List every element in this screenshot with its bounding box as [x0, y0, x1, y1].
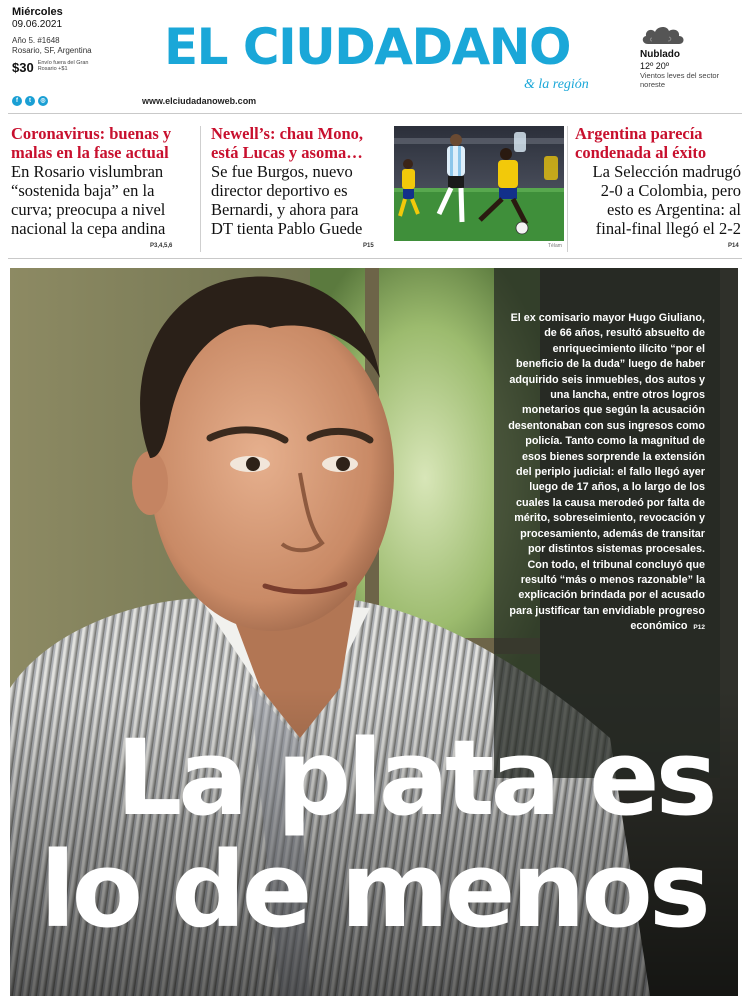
teaser-newells[interactable]	[211, 124, 383, 249]
weather-wind: Vientos leves del sector noreste	[640, 71, 720, 89]
teaser-kicker: Argentina parecía condenada al éxito	[575, 124, 707, 162]
weather-widget	[640, 24, 744, 89]
photo-credit: Télam	[548, 243, 562, 249]
edition-date: 09.06.2021	[12, 19, 63, 30]
section-divider	[8, 258, 742, 259]
edition-issue: Año 5. #1648	[12, 36, 60, 45]
twitter-icon[interactable]: t	[25, 96, 35, 106]
newspaper-logo[interactable]	[132, 14, 602, 80]
teaser-seleccion[interactable]	[575, 124, 741, 249]
masthead	[0, 0, 750, 120]
main-headline[interactable]	[40, 717, 740, 951]
logo-tagline: & la región	[524, 77, 589, 92]
teaser-body: En Rosario vislumbran “sostenida baja” en la curva; preocupa a nivel nacional la cepa andina	[11, 162, 166, 238]
teaser-page-ref: P14	[728, 243, 739, 249]
price-block	[12, 60, 112, 75]
logo-text: EL CIUDADANO	[163, 18, 571, 76]
teaser-page-ref: P3,4,5,6	[150, 243, 173, 249]
weather-condition: Nublado	[640, 49, 680, 60]
social-links	[12, 96, 48, 106]
teaser-body: La Selección madrugó 2-0 a Colombia, pero esto es Argentina: al final-final llegó el 2-2	[592, 162, 741, 238]
lead-text: El ex comisario mayor Hugo Giuliano, de 66 años, resultó absuelto de enriquecimiento ilícito “por el beneficio de la duda” luego de haber adquirido seis inmuebles, dos autos y una lancha, entre otros logros monetarios que según la acusación desentonaban con sus ingresos como policía. Tanto como la magnitud de esos bienes sorprende la extensión del periplo judicial: el fallo llegó ayer luego de 17 años, a lo largo de los cuales la causa merodeó por falta de mérito, sobreseimiento, revocación y procesamiento, además de transitar por distintos sistemas procesales. Con todo, el tribunal concluyó que resultó “más o menos razonable” la explicación brindada por el acusado para justificar tan envidiable progreso económico	[508, 312, 705, 633]
edition-day: Miércoles	[12, 6, 63, 18]
cover-price: $30	[12, 60, 34, 75]
price-note: Envío fuera del Gran Rosario +$1	[37, 60, 89, 72]
teaser-page-ref: P15	[363, 243, 374, 249]
instagram-icon[interactable]: ◎	[38, 96, 48, 106]
header-divider	[8, 113, 742, 114]
teaser-kicker: Newell’s: chau Mono, está Lucas y asoma…	[211, 124, 363, 162]
teaser-kicker: Coronavirus: buenas y malas en la fase actual	[11, 124, 172, 162]
edition-place: Rosario, SF, Argentina	[12, 46, 92, 55]
headline-line-2: lo de menos	[40, 829, 707, 951]
edition-info	[12, 6, 112, 75]
weather-temps: 12º 20º	[640, 61, 670, 71]
teaser-body: Se fue Burgos, nuevo director deportivo es Bernardi, y ahora para DT tienta Pablo Guede	[211, 162, 363, 238]
column-divider	[567, 126, 568, 252]
lead-page-ref: P12	[693, 624, 705, 632]
cloud-icon	[640, 24, 686, 46]
website-link[interactable]: www.elciudadanoweb.com	[142, 96, 257, 106]
teaser-coronavirus[interactable]	[11, 124, 189, 249]
headline-line-1: La plata es	[116, 717, 714, 839]
column-divider	[200, 126, 201, 252]
football-photo	[394, 126, 564, 241]
lead-paragraph	[507, 311, 705, 636]
facebook-icon[interactable]: f	[12, 96, 22, 106]
